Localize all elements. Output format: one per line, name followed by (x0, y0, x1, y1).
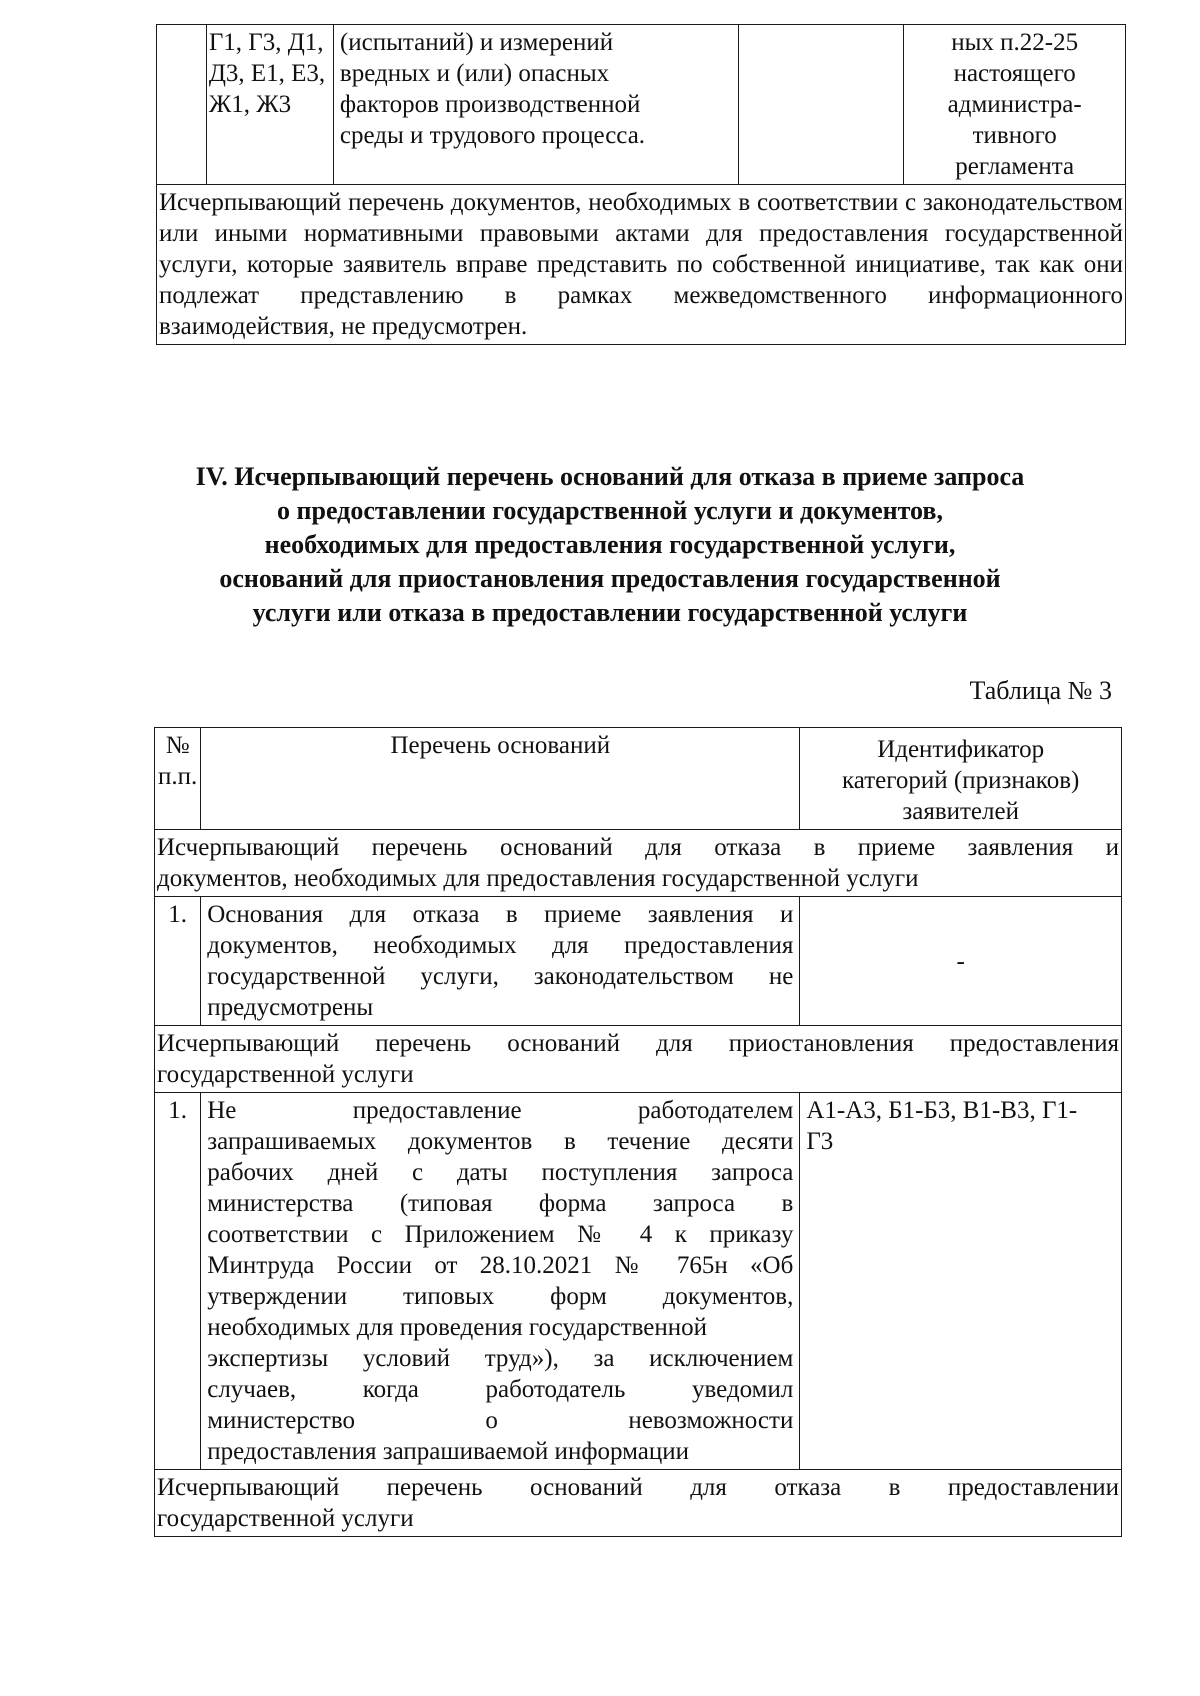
codes-line: Д3, Е1, Е3, (208, 60, 326, 87)
description-line: факторов производственной (339, 91, 641, 118)
grounds-line: утверждении типовых форм документов, (207, 1283, 794, 1310)
grounds-line: необходимых для проведения государственной (207, 1314, 708, 1341)
group-title-line: Исчерпывающий перечень оснований для приостановления предоставления (157, 1030, 1119, 1057)
group-title-row (155, 1026, 1122, 1093)
codes-line: Г1, Г3, Д1, (208, 29, 324, 56)
group-title-row (155, 830, 1122, 897)
section-heading (150, 460, 1070, 630)
grounds-line: Основания для отказа в приеме заявления и (207, 901, 794, 928)
identifier-line: Г3 (806, 1128, 834, 1155)
row-grounds-text (201, 1093, 800, 1470)
grounds-line: предусмотрены (207, 994, 374, 1021)
table-caption: Таблица № 3 (969, 676, 1112, 705)
header-identifier-line: Идентификатор (877, 736, 1045, 763)
identifier-line: А1-А3, Б1-Б3, В1-В3, Г1- (806, 1097, 1078, 1124)
group-title-line: государственной услуги (157, 1061, 414, 1088)
group-title-line: государственной услуги (157, 1505, 414, 1532)
table-cell-empty (738, 25, 904, 185)
table-row (157, 25, 1126, 185)
table-header-row (155, 728, 1122, 830)
group-title-line: документов, необходимых для предоставления государственной услуги (157, 865, 919, 892)
reference-line: настоящего (953, 60, 1076, 87)
row-identifier (800, 1093, 1122, 1470)
group-title-line: Исчерпывающий перечень оснований для отказа в предоставлении (157, 1474, 1119, 1501)
header-grounds: Перечень оснований (201, 728, 800, 830)
group-title-refusal-service (155, 1470, 1122, 1537)
grounds-line: Минтруда России от 28.10.2021 № 765н «Об (207, 1252, 794, 1279)
grounds-line: предоставления запрашиваемой информации (207, 1438, 690, 1465)
heading-line: IV. Исчерпывающий перечень оснований для отказа в приеме запроса (195, 462, 1025, 491)
documents-table-fragment (156, 24, 1126, 345)
heading-line: необходимых для предоставления государственной услуги, (264, 530, 956, 559)
header-number-abbr: п.п. (157, 763, 198, 790)
description-line: вредных и (или) опасных (339, 60, 610, 87)
grounds-line: соответствии с Приложением № 4 к приказу (207, 1221, 794, 1248)
reference-line: администра- (947, 91, 1082, 118)
grounds-line: Не предоставление работодателем (207, 1097, 794, 1124)
grounds-table (154, 727, 1122, 1537)
description-line: (испытаний) и измерений (339, 29, 614, 56)
grounds-line: случаев, когда работодатель уведомил (207, 1376, 794, 1403)
grounds-line: запрашиваемых документов в течение десяти (207, 1128, 794, 1155)
grounds-line: документов, необходимых для предоставления (207, 932, 794, 959)
reference-line: ных п.22-25 (951, 29, 1079, 56)
heading-line: о предоставлении государственной услуги и документов, (277, 496, 943, 525)
row-grounds-text (201, 897, 800, 1026)
group-title-row (155, 1470, 1122, 1537)
table-row (155, 1093, 1122, 1470)
description-line: среды и трудового процесса. (339, 122, 646, 149)
table-row (155, 897, 1122, 1026)
group-title-refusal-acceptance (155, 830, 1122, 897)
regulation-reference-cell (904, 25, 1126, 185)
group-title-line: Исчерпывающий перечень оснований для отказа в приеме заявления и (157, 834, 1119, 861)
grounds-line: министерство о невозможности (207, 1407, 794, 1434)
heading-line: оснований для приостановления предоставления государственной (219, 564, 1001, 593)
table-cell-empty (157, 25, 207, 185)
codes-line: Ж1, Ж3 (208, 91, 292, 118)
row-number: 1. (155, 897, 201, 1026)
grounds-line: экспертизы условий труд»), за исключением (207, 1345, 794, 1372)
reference-line: регламента (955, 153, 1075, 180)
document-description-cell (333, 25, 738, 185)
row-number: 1. (155, 1093, 201, 1470)
group-title-suspension (155, 1026, 1122, 1093)
grounds-line: министерства (типовая форма запроса в (207, 1190, 794, 1217)
row-identifier: - (800, 897, 1122, 1026)
header-identifier-line: категорий (признаков) (842, 767, 1080, 794)
header-number (155, 728, 201, 830)
header-number-symbol: № (165, 732, 190, 759)
grounds-line: рабочих дней с даты поступления запроса (207, 1159, 794, 1186)
documents-note-cell: Исчерпывающий перечень документов, необходимых в соответствии с законодательством или иными нормативными правовыми актами для предоставления государственной услуги, которые заявитель вправе представить по собственной инициативе, так как они подлежат представлению в рамках межведомственного информационного взаимодействия, не предусмотрен. (157, 185, 1126, 345)
applicant-codes-cell (206, 25, 333, 185)
reference-line: тивного (972, 122, 1057, 149)
header-identifier-line: заявителей (902, 798, 1019, 825)
header-identifier (800, 728, 1122, 830)
grounds-line: государственной услуги, законодательством не (207, 963, 794, 990)
heading-line: услуги или отказа в предоставлении государственной услуги (252, 598, 968, 627)
table-row (157, 185, 1126, 345)
